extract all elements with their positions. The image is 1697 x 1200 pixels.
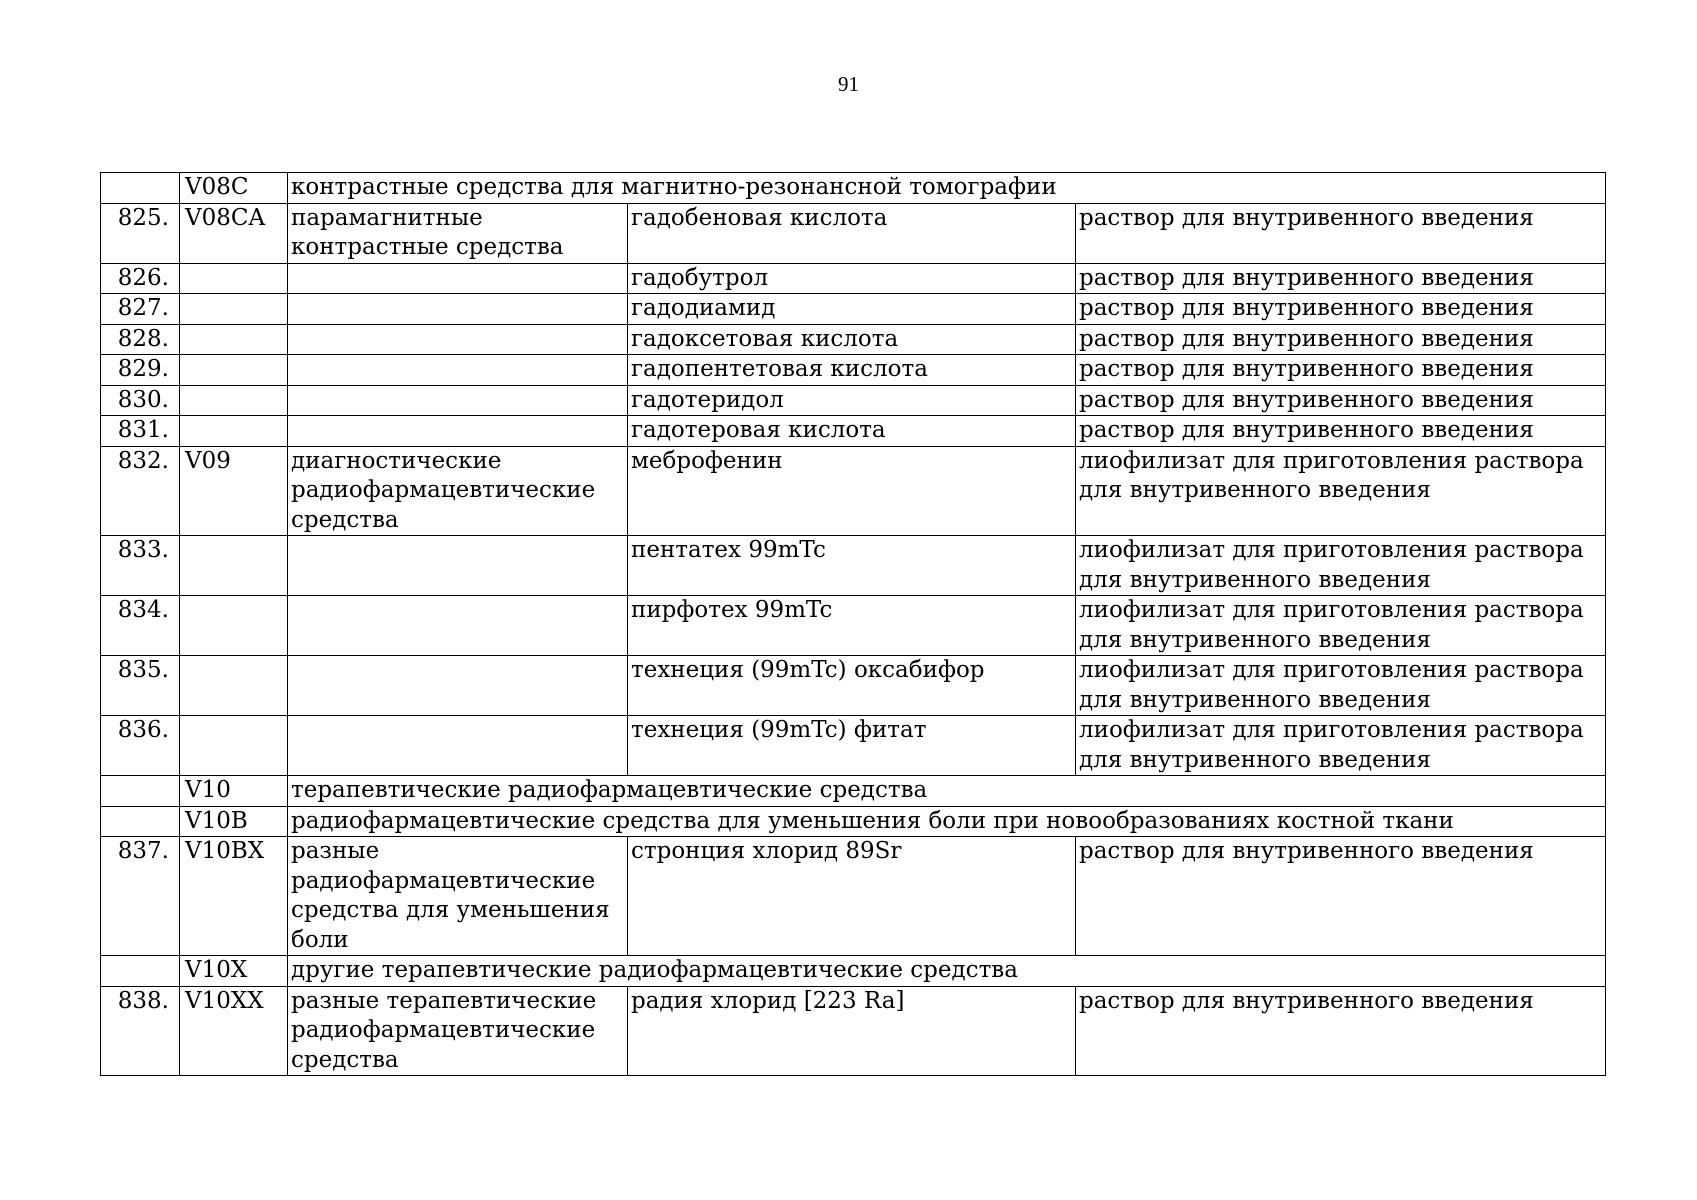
drug-name-cell: меброфенин bbox=[628, 446, 1076, 536]
dosage-form-cell: раствор для внутривенного введения bbox=[1076, 263, 1606, 294]
atc-code-cell: V10X bbox=[180, 956, 288, 987]
dosage-form-cell: раствор для внутривенного введения bbox=[1076, 203, 1606, 263]
pharm-group-cell: разные терапевтические радиофармацевтические средства bbox=[288, 986, 628, 1076]
table-row bbox=[101, 294, 1606, 325]
drug-name-cell: гадотеридол bbox=[628, 385, 1076, 416]
table-row bbox=[101, 385, 1606, 416]
group-label-cell: терапевтические радиофармацевтические средства bbox=[288, 776, 1606, 807]
dosage-form-cell: раствор для внутривенного введения bbox=[1076, 385, 1606, 416]
dosage-form-cell: лиофилизат для приготовления раствора для внутривенного введения bbox=[1076, 446, 1606, 536]
group-row bbox=[101, 173, 1606, 204]
atc-code-cell bbox=[180, 385, 288, 416]
atc-code-cell bbox=[180, 536, 288, 596]
row-number-cell bbox=[101, 776, 180, 807]
group-label-cell: радиофармацевтические средства для уменьшения боли при новообразованиях костной ткани bbox=[288, 806, 1606, 837]
row-number-cell: 829. bbox=[101, 355, 180, 386]
atc-code-cell bbox=[180, 263, 288, 294]
row-number-cell: 833. bbox=[101, 536, 180, 596]
pharm-group-cell bbox=[288, 355, 628, 386]
page-number: 91 bbox=[838, 72, 859, 96]
drug-name-cell: гадопентетовая кислота bbox=[628, 355, 1076, 386]
dosage-form-cell: лиофилизат для приготовления раствора для внутривенного введения bbox=[1076, 536, 1606, 596]
row-number-cell: 828. bbox=[101, 324, 180, 355]
atc-code-cell: V10 bbox=[180, 776, 288, 807]
pharm-group-cell: парамагнитные контрастные средства bbox=[288, 203, 628, 263]
row-number-cell: 831. bbox=[101, 416, 180, 447]
drug-name-cell: гадобеновая кислота bbox=[628, 203, 1076, 263]
table-row bbox=[101, 656, 1606, 716]
table-row bbox=[101, 986, 1606, 1076]
drug-name-cell: гадоксетовая кислота bbox=[628, 324, 1076, 355]
row-number-cell bbox=[101, 806, 180, 837]
drug-name-cell: гадобутрол bbox=[628, 263, 1076, 294]
dosage-form-cell: раствор для внутривенного введения bbox=[1076, 416, 1606, 447]
pharm-group-cell bbox=[288, 716, 628, 776]
drug-name-cell: технеция (99mTc) оксабифор bbox=[628, 656, 1076, 716]
dosage-form-cell: раствор для внутривенного введения bbox=[1076, 294, 1606, 325]
dosage-form-cell: лиофилизат для приготовления раствора для внутривенного введения bbox=[1076, 716, 1606, 776]
row-number-cell: 834. bbox=[101, 596, 180, 656]
pharm-group-cell bbox=[288, 596, 628, 656]
atc-code-cell: V10BX bbox=[180, 837, 288, 956]
dosage-form-cell: раствор для внутривенного введения bbox=[1076, 986, 1606, 1076]
table-row bbox=[101, 416, 1606, 447]
atc-code-cell: V10B bbox=[180, 806, 288, 837]
drug-name-cell: радия хлорид [223 Ra] bbox=[628, 986, 1076, 1076]
row-number-cell: 830. bbox=[101, 385, 180, 416]
atc-code-cell bbox=[180, 355, 288, 386]
row-number-cell: 826. bbox=[101, 263, 180, 294]
atc-code-cell: V10XX bbox=[180, 986, 288, 1076]
group-label-cell: другие терапевтические радиофармацевтические средства bbox=[288, 956, 1606, 987]
pharm-group-cell bbox=[288, 656, 628, 716]
dosage-form-cell: лиофилизат для приготовления раствора для внутривенного введения bbox=[1076, 596, 1606, 656]
dosage-form-cell: раствор для внутривенного введения bbox=[1076, 837, 1606, 956]
group-row bbox=[101, 806, 1606, 837]
row-number-cell: 836. bbox=[101, 716, 180, 776]
row-number-cell: 838. bbox=[101, 986, 180, 1076]
atc-code-cell: V08C bbox=[180, 173, 288, 204]
pharm-group-cell: разные радиофармацевтические средства для уменьшения боли bbox=[288, 837, 628, 956]
table-row bbox=[101, 203, 1606, 263]
atc-code-cell: V08CA bbox=[180, 203, 288, 263]
row-number-cell: 837. bbox=[101, 837, 180, 956]
table-row bbox=[101, 716, 1606, 776]
atc-code-cell bbox=[180, 656, 288, 716]
pharm-group-cell bbox=[288, 324, 628, 355]
atc-code-cell bbox=[180, 294, 288, 325]
table-row bbox=[101, 355, 1606, 386]
atc-code-cell bbox=[180, 596, 288, 656]
table-row bbox=[101, 837, 1606, 956]
atc-code-cell bbox=[180, 716, 288, 776]
pharm-group-cell bbox=[288, 416, 628, 447]
group-row bbox=[101, 956, 1606, 987]
drug-name-cell: технеция (99mTc) фитат bbox=[628, 716, 1076, 776]
group-label-cell: контрастные средства для магнитно-резонансной томографии bbox=[288, 173, 1606, 204]
atc-code-cell: V09 bbox=[180, 446, 288, 536]
drug-name-cell: гадотеровая кислота bbox=[628, 416, 1076, 447]
drug-name-cell: пирфотех 99mTc bbox=[628, 596, 1076, 656]
row-number-cell bbox=[101, 173, 180, 204]
drug-table bbox=[100, 172, 1606, 1076]
pharm-group-cell bbox=[288, 385, 628, 416]
row-number-cell: 825. bbox=[101, 203, 180, 263]
row-number-cell: 827. bbox=[101, 294, 180, 325]
row-number-cell bbox=[101, 956, 180, 987]
dosage-form-cell: раствор для внутривенного введения bbox=[1076, 355, 1606, 386]
table-row bbox=[101, 536, 1606, 596]
table-row bbox=[101, 263, 1606, 294]
pharm-group-cell bbox=[288, 263, 628, 294]
table-row bbox=[101, 596, 1606, 656]
atc-code-cell bbox=[180, 324, 288, 355]
dosage-form-cell: раствор для внутривенного введения bbox=[1076, 324, 1606, 355]
table-row bbox=[101, 446, 1606, 536]
drug-name-cell: пентатех 99mTc bbox=[628, 536, 1076, 596]
dosage-form-cell: лиофилизат для приготовления раствора для внутривенного введения bbox=[1076, 656, 1606, 716]
atc-code-cell bbox=[180, 416, 288, 447]
table-row bbox=[101, 324, 1606, 355]
drug-name-cell: гадодиамид bbox=[628, 294, 1076, 325]
row-number-cell: 832. bbox=[101, 446, 180, 536]
row-number-cell: 835. bbox=[101, 656, 180, 716]
group-row bbox=[101, 776, 1606, 807]
pharm-group-cell bbox=[288, 294, 628, 325]
drug-name-cell: стронция хлорид 89Sr bbox=[628, 837, 1076, 956]
pharm-group-cell bbox=[288, 536, 628, 596]
pharm-group-cell: диагностические радиофармацевтические средства bbox=[288, 446, 628, 536]
